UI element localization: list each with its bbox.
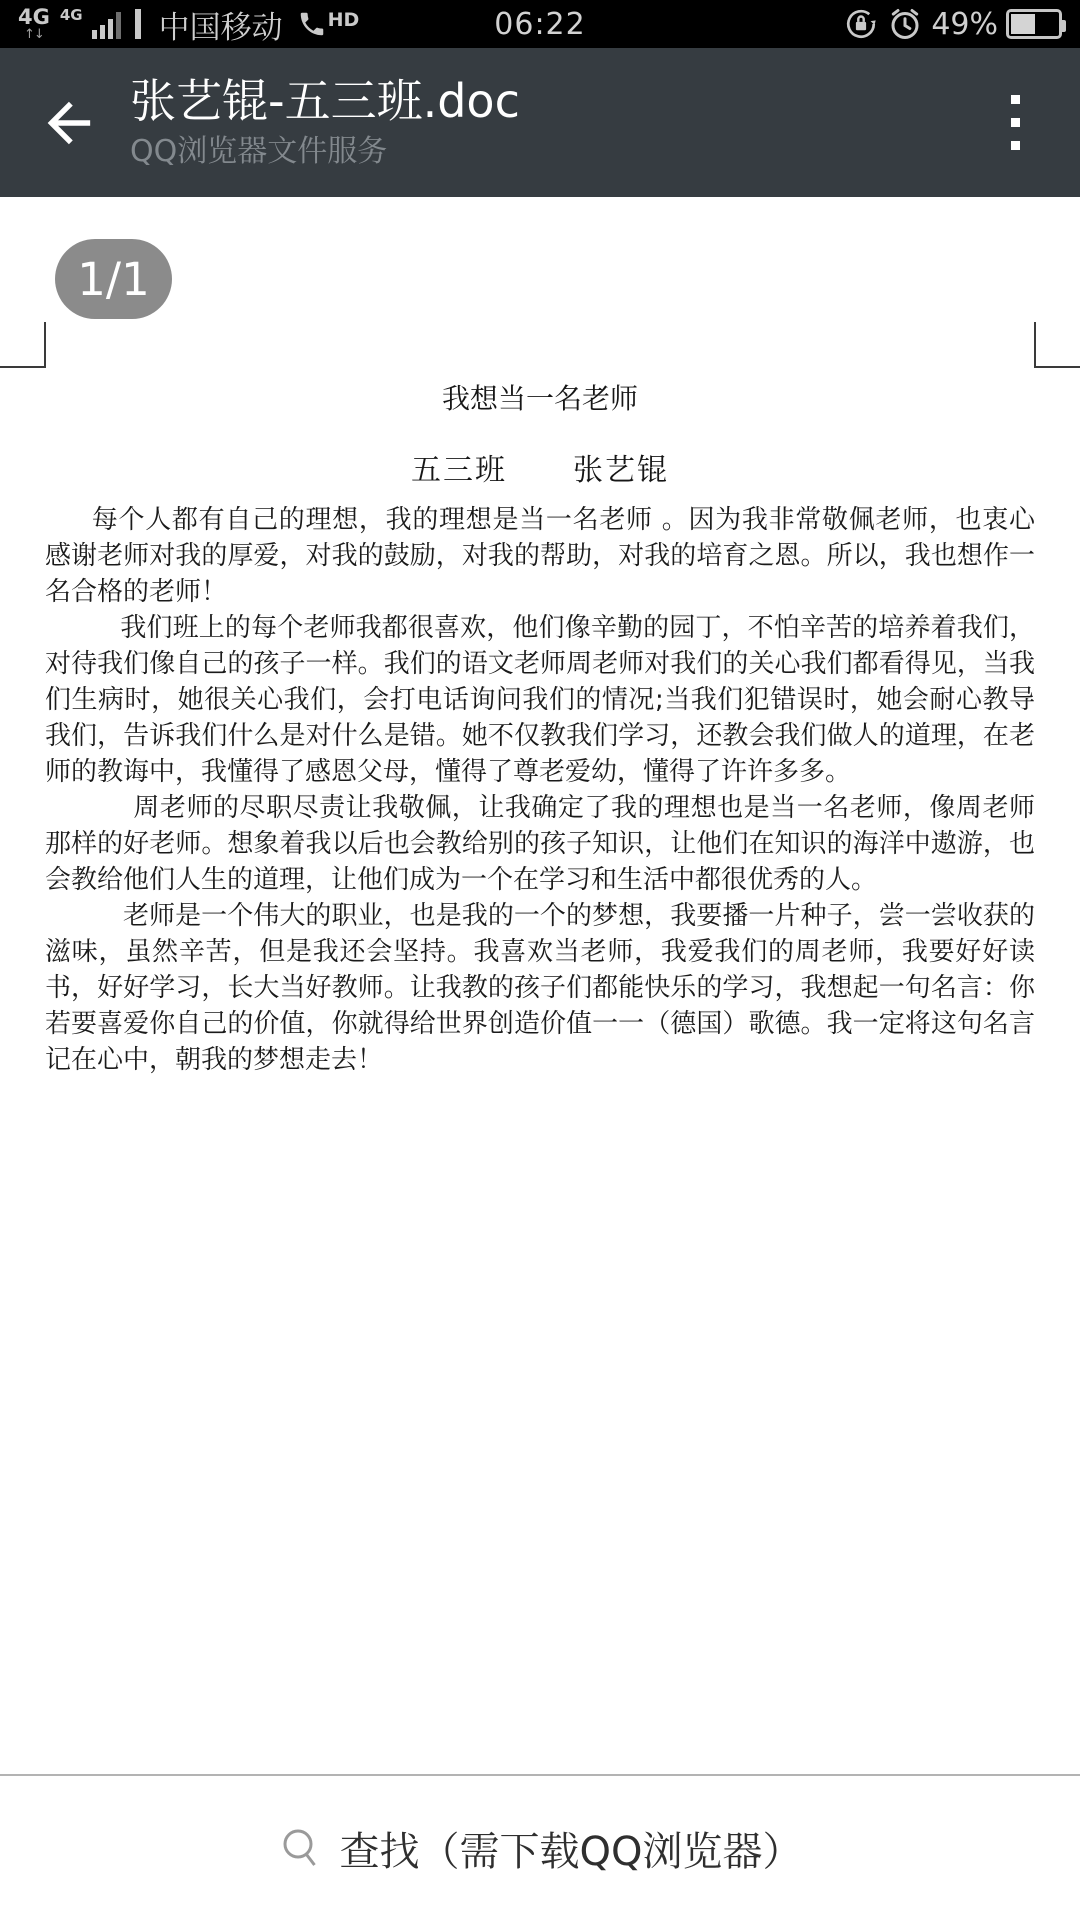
file-service-subtitle: QQ浏览器文件服务: [130, 133, 388, 169]
byline-class: 五三班: [411, 453, 507, 488]
doc-paragraph: 每个人都有自己的理想，我的理想是当一名老师 。因为我非常敬佩老师，也衷心感谢老师对我的厚爱，对我的鼓励，对我的帮助，对我的培育之恩。所以，我也想作一名合格的老师！: [45, 505, 1035, 607]
app-header: [0, 48, 1080, 197]
menu-dot-icon: [1011, 95, 1020, 104]
battery-icon: [1006, 9, 1062, 39]
doc-paragraph: 周老师的尽职尽责让我敬佩，让我确定了我的理想也是当一名老师，像周老师那样的好老师。想象着我以后也会教给别的孩子知识，让他们在知识的海洋中遨游，也会教给他们人生的道理，让他们成为一个在学习和生活中都很优秀的人。: [45, 793, 1035, 895]
byline-author: 张艺锟: [573, 453, 669, 488]
search-icon: [278, 1825, 324, 1871]
hd-label: HD: [327, 9, 360, 31]
doc-paragraph: 我们班上的每个老师我都很喜欢，他们像辛勤的园丁，不怕辛苦的培养着我们，对待我们像自己的孩子一样。我们的语文老师周老师对我们的关心我们都看得见，当我们生病时，她很关心我们，会打电话询问我们的情况;当我们犯错误时，她会耐心教导我们，告诉我们什么是对什么是错。她不仅教我们学习，还教会我们做人的道理，在老师的教诲中，我懂得了感恩父母，懂得了尊老爱幼，懂得了许许多多。: [45, 613, 1035, 787]
essay-byline: [45, 450, 1035, 492]
header-titles: [130, 74, 520, 172]
page-corner-mark-right: [1034, 322, 1080, 368]
essay-body: [45, 502, 1035, 1078]
doc-paragraph: 老师是一个伟大的职业，也是我的一个的梦想，我要播一片种子，尝一尝收获的滋味，虽然辛苦，但是我还会坚持。我喜欢当老师，我爱我们的周老师，我要好好读书，好好学习，长大当好教师。让我教的孩子们都能快乐的学习，我想起一句名言：你若要喜爱你自己的价值，你就得给世界创造价值一一（德国）歌德。我一定将这句名言记在心中，朝我的梦想走去！: [45, 901, 1035, 1075]
status-time: 06:22: [494, 6, 586, 42]
menu-dot-icon: [1011, 118, 1020, 127]
find-label: 查找（需下载QQ浏览器）: [339, 1828, 803, 1875]
battery-percent-label: 49%: [931, 6, 998, 42]
menu-dot-icon: [1011, 141, 1020, 150]
status-bar: [0, 0, 1080, 48]
find-in-doc-bar[interactable]: [0, 1774, 1080, 1920]
back-button[interactable]: [30, 78, 102, 168]
document-viewer[interactable]: [0, 197, 1080, 1774]
carrier-label: 中国移动: [158, 9, 283, 46]
network-type-label: 4G: [18, 5, 50, 29]
essay-title: 我想当一名老师: [441, 382, 638, 415]
file-title: 张艺锟-五三班.doc: [130, 73, 520, 128]
data-arrows-icon: ↑↓: [24, 27, 44, 42]
back-arrow-icon: [37, 94, 95, 152]
document-page: [0, 380, 1080, 1078]
page-corner-mark-left: [0, 322, 46, 368]
overflow-menu-button[interactable]: [980, 68, 1050, 178]
network-type-label-2: 4G: [59, 5, 83, 24]
page-indicator-badge: 1/1: [55, 239, 172, 319]
